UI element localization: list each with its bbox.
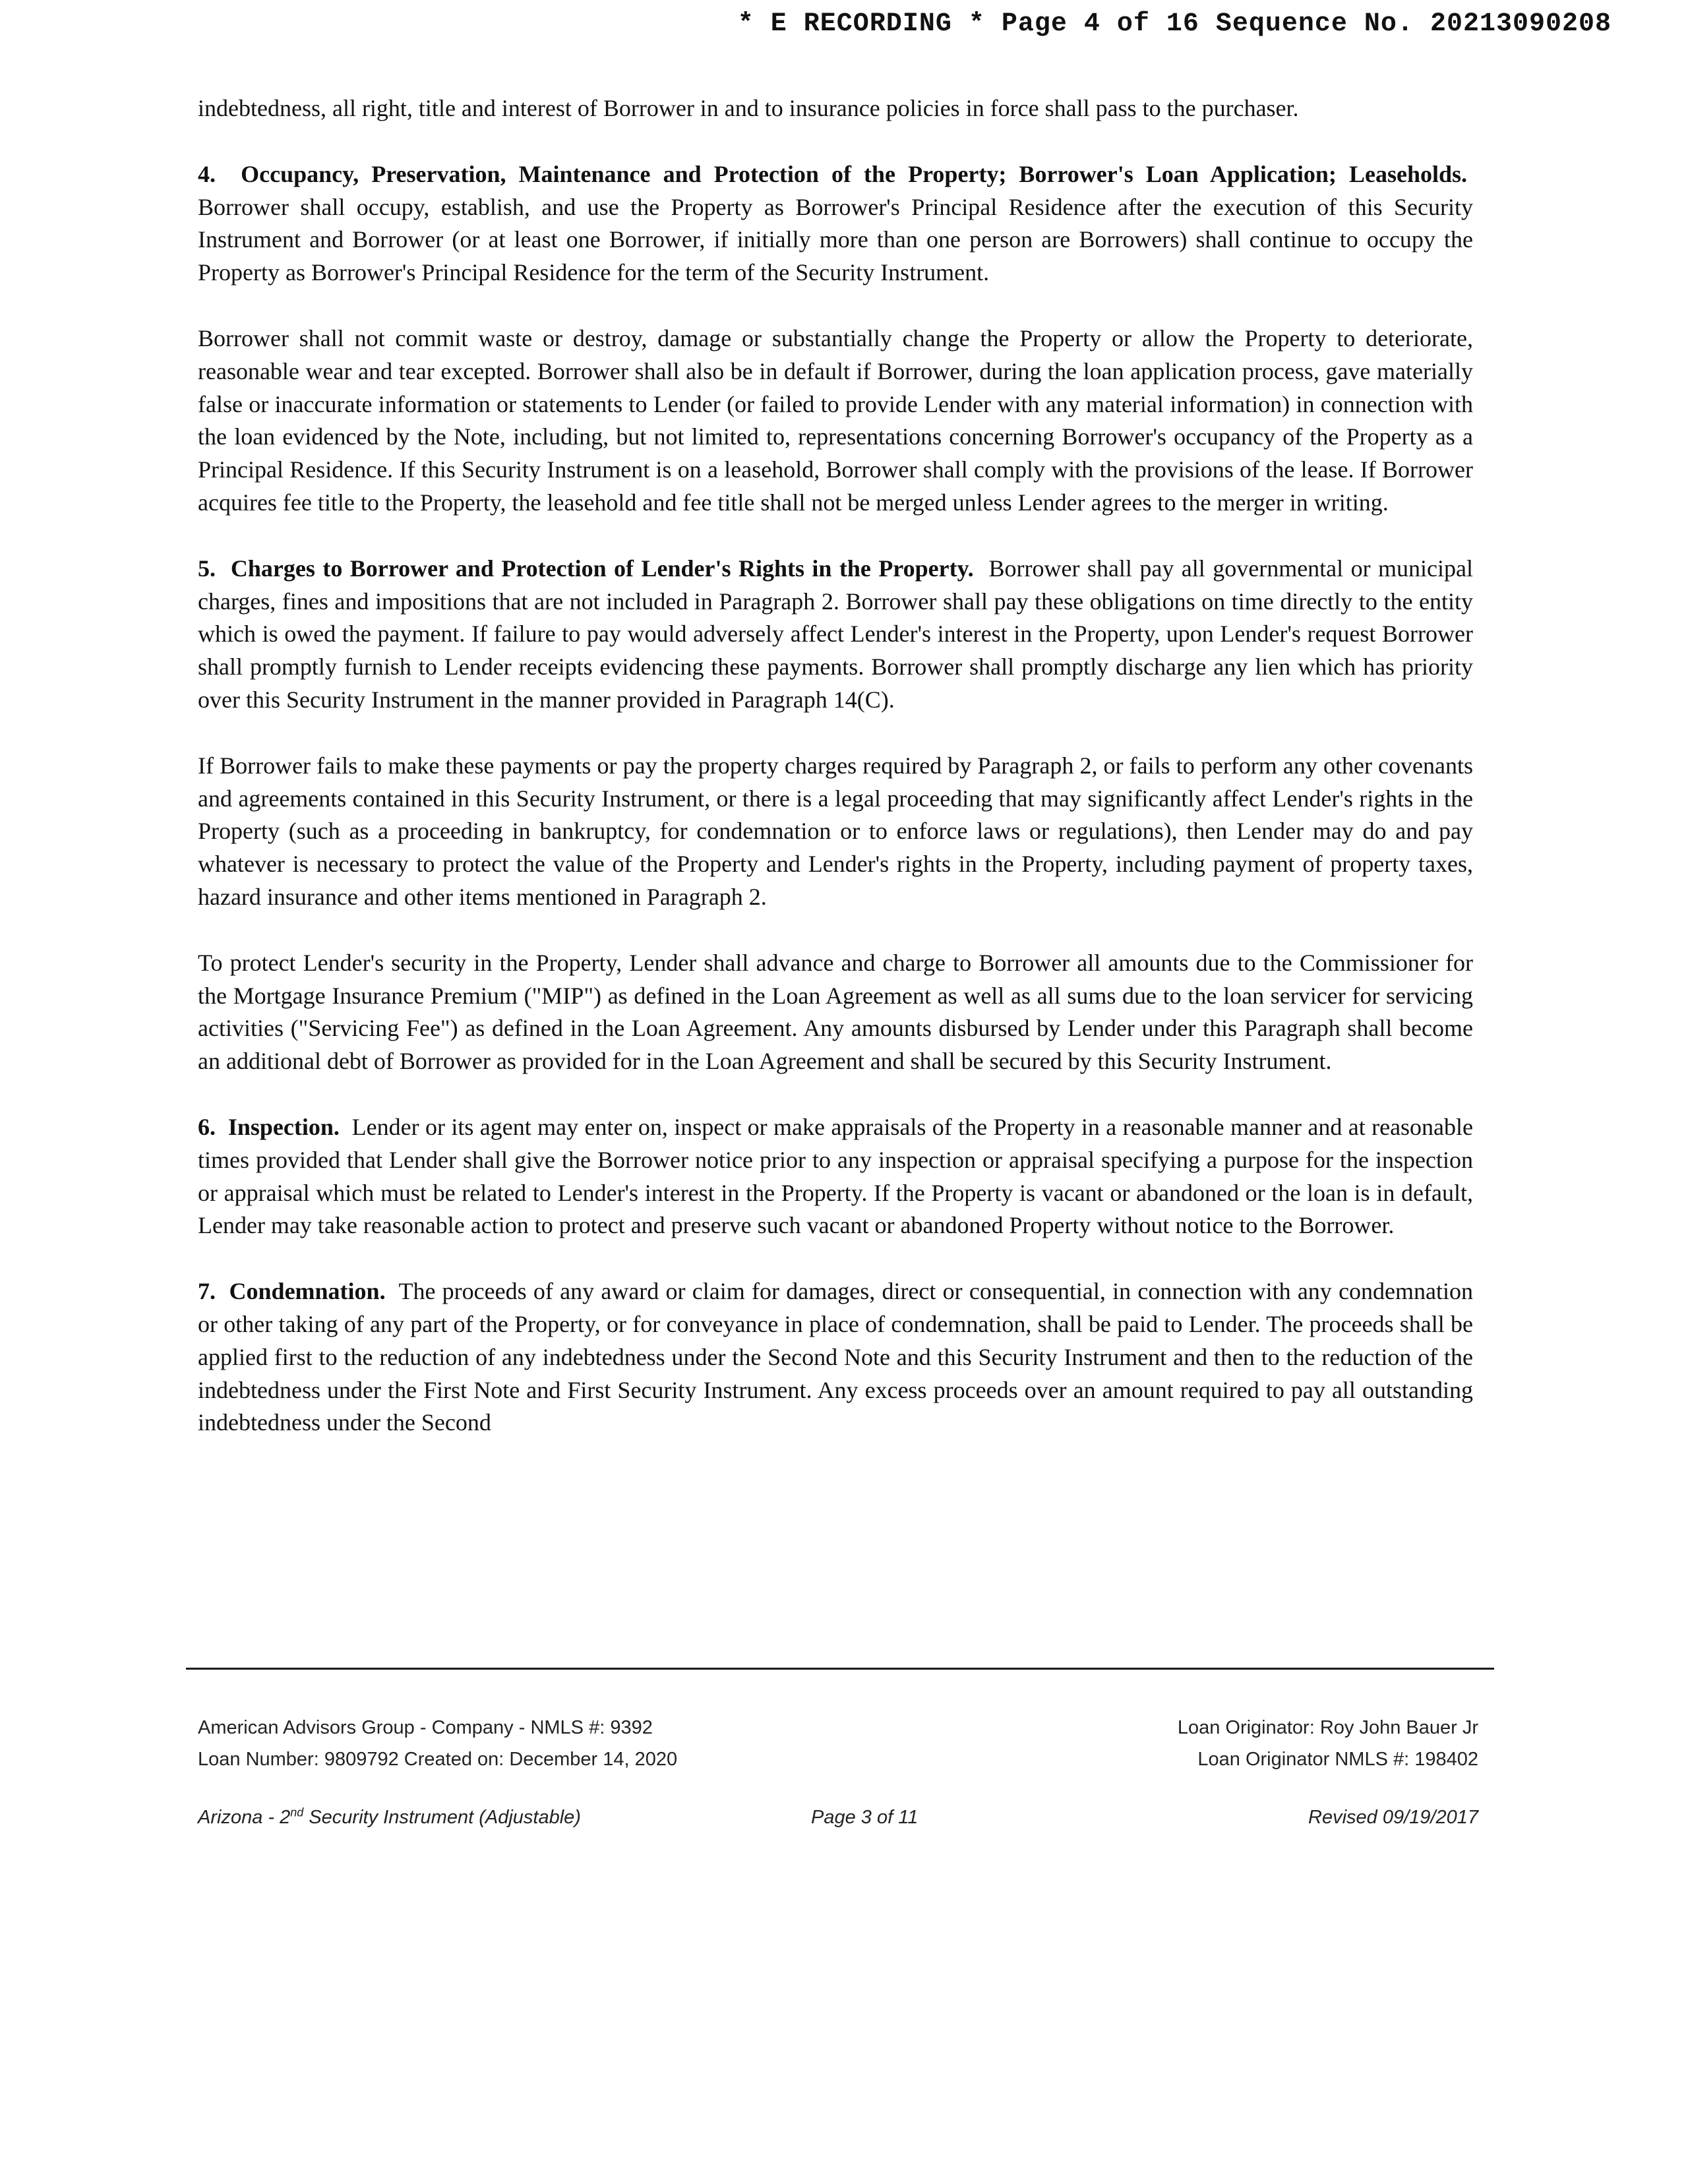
section-7-text: The proceeds of any award or claim for damages, direct or consequential, in connection with any condemnation or other taking of any part of the Property, or for conveyance in place of condemnation, shall be paid to Lender. The proceeds shall be applied first to the reduction of any indebtedness under the Second Note and this Security Instrument and then to the reduction of the indebtedness under the First Note and First Security Instrument. Any excess proceeds over an amount required to pay all outstanding indebtedness under the Second — [198, 1278, 1474, 1436]
footer-form-line — [198, 1807, 1478, 1838]
footer-form-name-prefix: Arizona - 2 — [198, 1807, 291, 1828]
section-7-heading: Condemnation. — [229, 1278, 386, 1305]
section-5-paragraph-3: To protect Lender's security in the Property, Lender shall advance and charge to Borrower all amounts due to the Commissioner for the Mortgage Insurance Premium ("MIP") as defined in the Loan Agreement as well as all sums due to the loan servicer for servicing activities ("Servicing Fee") as defined in the Loan Agreement. Any amounts disbursed by Lender under this Paragraph shall become an additional debt of Borrower as provided for in the Loan Agreement and shall be secured by this Security Instrument. — [198, 949, 1473, 1075]
section-4-text: Borrower shall occupy, establish, and use the Property as Borrower's Principal Residence after the execution of this Security Instrument and Borrower (or at least one Borrower, if initially more than one person are Borrowers) shall continue to occupy the Property as Borrower's Principal Residence for the term of the Security Instrument. — [198, 193, 1473, 286]
section-5-text: Borrower shall pay all governmental or municipal charges, fines and impositions that are not included in Paragraph 2. Borrower shall pay these obligations on time directly to the entity which is owed the payment. If failure to pay would adversely affect Lender's interest in the Property, upon Lender's request Borrower shall promptly furnish to Lender receipts evidencing these payments. Borrower shall promptly discharge any lien which has priority over this Security Instrument in the manner provided in Paragraph 14(C). — [198, 555, 1474, 713]
section-6-heading: Inspection. — [227, 1113, 340, 1140]
continuation-paragraph: indebtedness, all right, title and interest of Borrower in and to insurance policies in force shall pass to the purchaser. — [198, 95, 1299, 121]
section-5-paragraph-2: If Borrower fails to make these payments or pay the property charges required by Paragraph 2, or fails to perform any other covenants and agreements contained in this Security Instrument, or there is a legal proceeding that may significantly affect Lender's rights in the Property (such as a proceeding in bankruptcy, for condemnation or to enforce laws or regulations), then Lender may do and pay whatever is necessary to protect the value of the Property and Lender's rights in the Property, including payment of property taxes, hazard insurance and other items mentioned in Paragraph 2. — [198, 752, 1473, 910]
footer-originator-nmls: Loan Originator NMLS #: 198402 — [1197, 1749, 1478, 1770]
section-4-paragraph-2: Borrower shall not commit waste or destroy, damage or substantially change the Property or allow the Property to deteriorate, reasonable wear and tear excepted. Borrower shall also be in default if Borrower, during the loan application process, gave materially false or inaccurate information or statements to Lender (or failed to provide Lender with any material information) in connection with the loan evidenced by the Note, including, but not limited to, representations concerning Borrower's occupancy of the Property as a Principal Residence. If this Security Instrument is on a leasehold, Borrower shall comply with the provisions of the lease. If Borrower acquires fee title to the Property, the leasehold and fee title shall not be merged unless Lender agrees to the merger in writing. — [198, 324, 1473, 516]
footer-divider — [186, 1668, 1494, 1670]
footer-originator: Loan Originator: Roy John Bauer Jr — [1177, 1717, 1478, 1738]
recording-header: * E RECORDING * Page 4 of 16 Sequence No. 20213090208 — [737, 9, 1612, 39]
footer-company: American Advisors Group - Company - NMLS #: 9392 — [198, 1717, 653, 1738]
section-6-text: Lender or its agent may enter on, inspect or make appraisals of the Property in a reasonable manner and at reasonable times provided that Lender shall give the Borrower notice prior to any inspection or appraisal specifying a purpose for the inspection or appraisal which must be related to Lender's interest in the Property. If the Property is vacant or abandoned or the loan is in default, Lender may take reasonable action to protect and preserve such vacant or abandoned Property without notice to the Borrower. — [198, 1113, 1474, 1239]
section-4 — [198, 158, 1473, 289]
footer-form-name-sup: nd — [290, 1805, 304, 1819]
footer-loan-number: Loan Number: 9809792 Created on: December 14, 2020 — [198, 1749, 678, 1770]
section-6-number: 6. — [198, 1113, 216, 1140]
footer-form-name-suffix: Security Instrument (Adjustable) — [303, 1807, 581, 1828]
document-body — [198, 92, 1473, 1472]
section-5-heading: Charges to Borrower and Protection of Lender's Rights in the Property. — [230, 555, 974, 582]
footer-row-2 — [198, 1744, 1478, 1775]
footer-page-number: Page 3 of 11 — [811, 1807, 919, 1828]
section-5 — [198, 553, 1473, 717]
section-7 — [198, 1275, 1473, 1440]
footer-info — [198, 1712, 1478, 1775]
section-5-number: 5. — [198, 555, 216, 582]
section-6 — [198, 1111, 1473, 1242]
section-7-number: 7. — [198, 1278, 216, 1305]
footer-row-1 — [198, 1712, 1478, 1744]
footer-revised-date: Revised 09/19/2017 — [1308, 1807, 1478, 1828]
section-4-heading: Occupancy, Preservation, Maintenance and Protection of the Property; Borrower's Loan Application; Leaseholds. — [241, 160, 1468, 187]
footer-form-name — [198, 1807, 581, 1829]
section-4-number: 4. — [198, 160, 216, 187]
